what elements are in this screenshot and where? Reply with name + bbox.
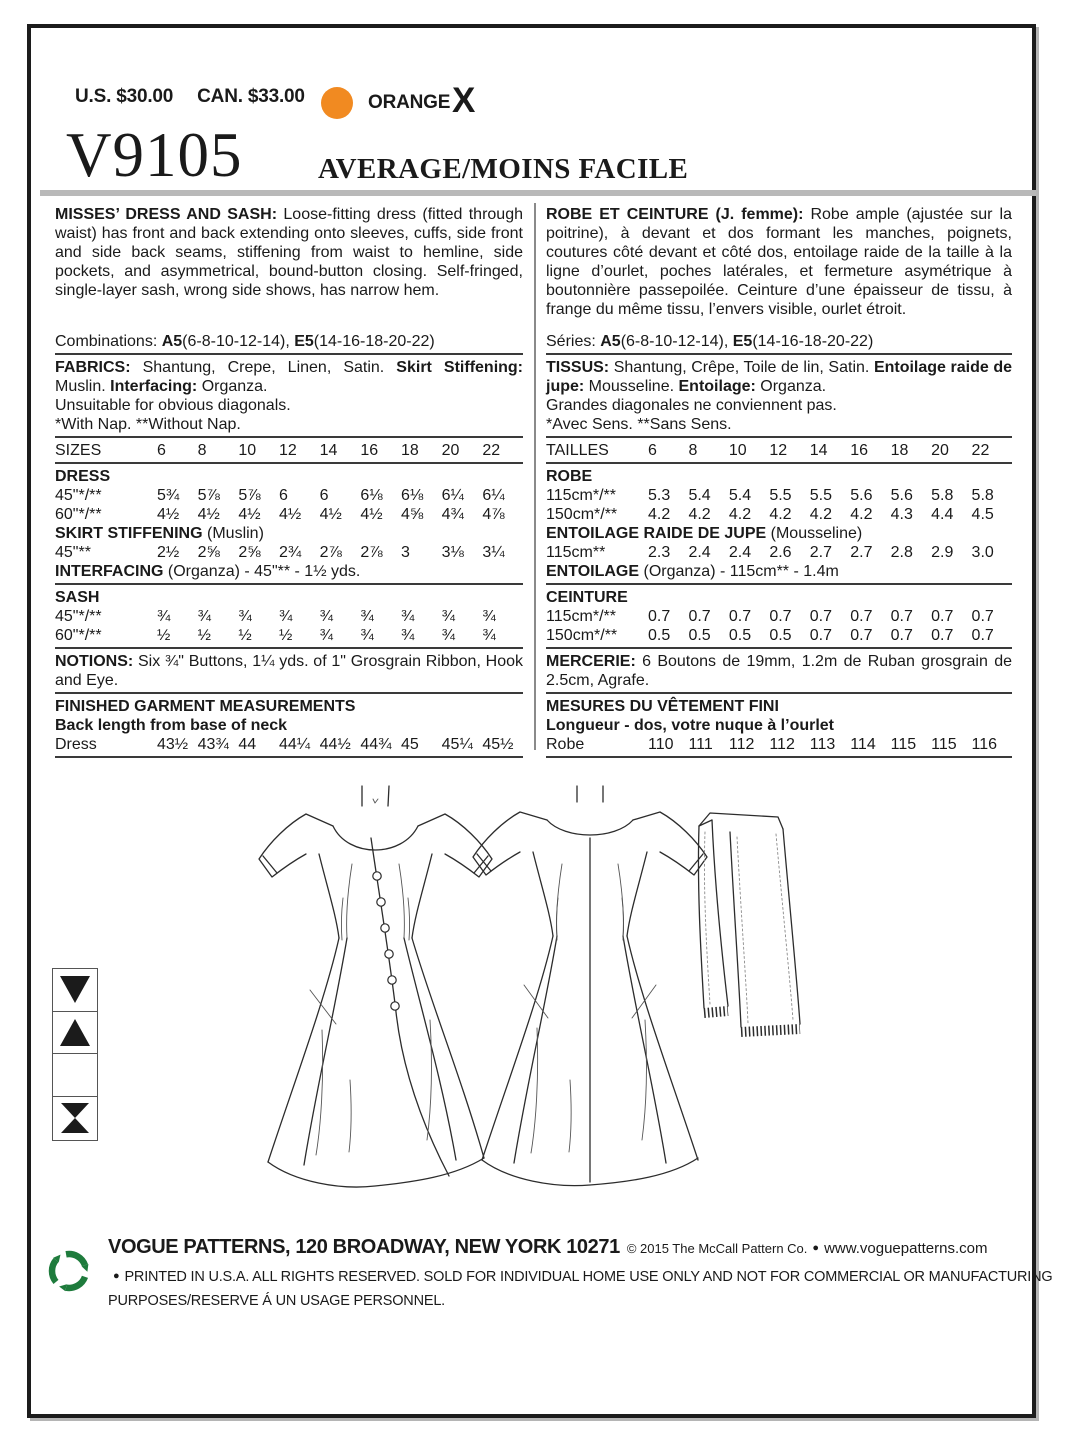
triangle-down-icon xyxy=(53,969,97,1012)
value-cell: 5.5 xyxy=(769,487,792,504)
section-heading: CEINTURE xyxy=(546,589,628,606)
value-cell: 22 xyxy=(482,442,501,459)
value-cell: ¾ xyxy=(401,627,415,644)
value-cell: 3 xyxy=(401,544,410,561)
value-cell: 4.2 xyxy=(809,506,833,523)
value-cell: 10 xyxy=(238,442,257,459)
header-divider-bar xyxy=(40,190,1036,196)
info-paragraph: MERCERIE: 6 Boutons de 19mm, 1.2m de Ruban grosgrain de 2.5cm, Agrafe. xyxy=(546,653,1012,689)
value-cell: 4.2 xyxy=(688,506,711,523)
value-cell: ½ xyxy=(279,627,293,644)
section-heading: SKIRT STIFFENING (Muslin) xyxy=(55,525,264,542)
value-cell: 0.5 xyxy=(648,627,671,644)
section-heading: ENTOILAGE (Organza) - 115cm** - 1.4m xyxy=(546,563,839,580)
value-cell: 4.5 xyxy=(971,506,994,523)
value-cell: 0.7 xyxy=(971,608,994,625)
series-line: Séries: A5(6-8-10-12-14), E5(14-16-18-20-22) xyxy=(546,333,874,350)
value-cell: 16 xyxy=(360,442,379,459)
divider-rule xyxy=(55,462,523,464)
value-cell: 113 xyxy=(809,736,836,753)
value-cell: 44 xyxy=(238,736,257,753)
value-cell: 4½ xyxy=(157,506,180,523)
garment-description-en: MISSES’ DRESS AND SASH: Loose-fitting dress (fitted through waist) has front and back extending onto sleeves, cuffs, side front and side back seams, stiffening from waist to hemline, side pockets, and asymmetrical, bound-button closing. Self-fringed, single-layer sash, wrong side shows, has narrow hem. xyxy=(55,206,524,299)
size-header-row xyxy=(546,441,1012,460)
value-cell: ¾ xyxy=(482,627,496,644)
value-cell: 14 xyxy=(809,442,828,459)
value-cell: 4½ xyxy=(319,506,342,523)
yardage-row xyxy=(546,486,1012,505)
value-cell: 4.2 xyxy=(850,506,873,523)
rights-line-2: PURPOSES/RESERVE Á UN USAGE PERSONNEL. xyxy=(108,1293,446,1309)
value-cell: 4½ xyxy=(197,506,220,523)
value-cell: 0.7 xyxy=(850,608,873,625)
recycle-icon xyxy=(42,1244,96,1298)
note-line: Grandes diagonales ne conviennent pas. xyxy=(546,397,837,414)
value-cell: ¾ xyxy=(360,608,374,625)
value-cell: ¾ xyxy=(360,627,374,644)
value-cell: 0.7 xyxy=(890,608,913,625)
value-cell: 18 xyxy=(890,442,909,459)
value-cell: 4½ xyxy=(279,506,302,523)
value-cell: 5⅞ xyxy=(197,487,220,504)
value-cell: 4.2 xyxy=(769,506,792,523)
row-label: 45"** xyxy=(55,544,91,561)
french-intro xyxy=(546,205,1012,351)
row-label: 150cm*/** xyxy=(546,506,618,523)
value-cell: 0.7 xyxy=(890,627,913,644)
value-cell: 112 xyxy=(769,736,795,753)
garment-illustrations xyxy=(100,780,820,1230)
value-cell: 2½ xyxy=(157,544,180,561)
value-cell: 8 xyxy=(197,442,207,459)
rights-text: PRINTED IN U.S.A. ALL RIGHTS RESERVED. SOLD FOR INDIVIDUAL HOME USE ONLY AND NOT FOR COMMERCIAL OR MANUFACTURING xyxy=(124,1269,1053,1285)
yardage-table-en xyxy=(55,353,523,758)
value-cell: ¾ xyxy=(279,608,293,625)
triangle-up-icon xyxy=(53,1012,97,1055)
section-heading: SASH xyxy=(55,589,100,606)
row-label: 150cm*/** xyxy=(546,627,618,644)
value-cell: 5.5 xyxy=(809,487,833,504)
value-cell: 4½ xyxy=(360,506,383,523)
value-cell: 6 xyxy=(279,487,288,504)
info-paragraph: NOTIONS: Six ¾" Buttons, 1¼ yds. of 1" Grosgrain Ribbon, Hook and Eye. xyxy=(55,653,524,689)
value-cell: 5.4 xyxy=(688,487,711,504)
value-cell: 0.7 xyxy=(648,608,671,625)
cut-code-letter: X xyxy=(452,81,475,120)
blank-cell xyxy=(53,1054,97,1097)
section-heading: Back length from base of neck xyxy=(55,717,288,734)
value-cell: 2⅝ xyxy=(238,544,261,561)
value-cell: 2⅞ xyxy=(319,544,342,561)
divider-rule xyxy=(55,353,523,355)
publisher-line xyxy=(108,1236,1034,1259)
value-cell: 0.5 xyxy=(688,627,711,644)
value-cell: 2⅝ xyxy=(197,544,220,561)
value-cell: 4.2 xyxy=(648,506,671,523)
value-cell: 5.4 xyxy=(728,487,752,504)
value-cell: 114 xyxy=(850,736,876,753)
value-cell: ¾ xyxy=(319,627,333,644)
yardage-row xyxy=(55,543,523,562)
value-cell: 6⅛ xyxy=(401,487,424,504)
value-cell: 5¾ xyxy=(157,487,180,504)
divider-rule xyxy=(546,583,1012,585)
value-cell: 2.4 xyxy=(688,544,711,561)
value-cell: 0.5 xyxy=(769,627,792,644)
value-cell: 110 xyxy=(648,736,674,753)
info-paragraph: TISSUS: Shantung, Crêpe, Toile de lin, Satin. Entoilage raide de jupe: Mousseline. Entoilage: Organza. xyxy=(546,359,1013,395)
value-cell: 5.6 xyxy=(890,487,913,504)
value-cell: 45 xyxy=(401,736,419,753)
yardage-row xyxy=(546,505,1012,524)
value-cell: ¾ xyxy=(319,608,333,625)
value-cell: 0.7 xyxy=(809,608,833,625)
value-cell: 0.7 xyxy=(809,627,833,644)
divider-rule xyxy=(546,462,1012,464)
value-cell: 115 xyxy=(931,736,957,753)
value-cell: 18 xyxy=(401,442,419,459)
value-cell: 5.3 xyxy=(648,487,671,504)
value-cell: 4¾ xyxy=(441,506,464,523)
divider-rule xyxy=(546,692,1012,694)
bullet-icon: ● xyxy=(113,1270,120,1282)
value-cell: 12 xyxy=(279,442,297,459)
value-cell: 0.7 xyxy=(971,627,994,644)
section-heading: ROBE xyxy=(546,468,593,485)
value-cell: 5⅞ xyxy=(238,487,261,504)
value-cell: ¾ xyxy=(197,608,211,625)
divider-rule xyxy=(546,756,1012,758)
copyright-text: © 2015 The McCall Pattern Co. xyxy=(626,1241,808,1256)
value-cell: ¾ xyxy=(482,608,496,625)
value-cell: 10 xyxy=(728,442,747,459)
value-cell: 0.7 xyxy=(728,608,752,625)
value-cell: 2¾ xyxy=(279,544,302,561)
value-cell: 2.7 xyxy=(809,544,833,561)
yardage-row xyxy=(546,735,1012,754)
english-intro xyxy=(55,205,523,351)
section-heading: ENTOILAGE RAIDE DE JUPE (Mousseline) xyxy=(546,525,863,542)
yardage-row xyxy=(546,543,1012,562)
yardage-row xyxy=(55,626,523,645)
price-line xyxy=(75,86,305,108)
yardage-row xyxy=(546,607,1012,626)
value-cell: 6¼ xyxy=(482,487,505,504)
value-cell: 0.7 xyxy=(688,608,711,625)
value-cell: 2.4 xyxy=(728,544,752,561)
row-label: TAILLES xyxy=(546,442,609,459)
section-heading: FINISHED GARMENT MEASUREMENTS xyxy=(55,698,356,715)
us-price: U.S. $30.00 xyxy=(75,86,174,107)
value-cell: 44¾ xyxy=(360,736,392,753)
value-cell: ½ xyxy=(238,627,252,644)
value-cell: ¾ xyxy=(441,608,455,625)
value-cell: 5.6 xyxy=(850,487,873,504)
value-cell: 44½ xyxy=(319,736,351,753)
value-cell: 111 xyxy=(688,736,713,753)
row-label: 115cm*/** xyxy=(546,608,616,625)
value-cell: 2.3 xyxy=(648,544,671,561)
value-cell: ¾ xyxy=(157,608,171,625)
row-label: 115cm*/** xyxy=(546,487,616,504)
size-header-row xyxy=(55,441,523,460)
yardage-row xyxy=(55,735,523,754)
divider-rule xyxy=(546,647,1012,649)
value-cell: 115 xyxy=(890,736,917,753)
divider-rule xyxy=(546,353,1012,355)
divider-rule xyxy=(55,436,523,438)
note-line: *Avec Sens. **Sans Sens. xyxy=(546,416,732,433)
note-line: *With Nap. **Without Nap. xyxy=(55,416,241,433)
value-cell: 6 xyxy=(319,487,329,504)
value-cell: 6⅛ xyxy=(360,487,383,504)
note-line: Unsuitable for obvious diagonals. xyxy=(55,397,291,414)
divider-rule xyxy=(546,436,1012,438)
divider-rule xyxy=(55,647,523,649)
row-label: Dress xyxy=(55,736,97,753)
yardage-row xyxy=(55,607,523,626)
yardage-row xyxy=(55,505,523,524)
combinations-line: Combinations: A5(6-8-10-12-14), E5(14-16-18-20-22) xyxy=(55,333,435,350)
value-cell: 2.7 xyxy=(850,544,873,561)
value-cell: 20 xyxy=(931,442,949,459)
value-cell: 45¼ xyxy=(441,736,473,753)
value-cell: 4⅞ xyxy=(482,506,505,523)
value-cell: 3¼ xyxy=(482,544,505,561)
can-price: CAN. $33.00 xyxy=(197,86,305,107)
value-cell: 4.2 xyxy=(728,506,752,523)
divider-rule xyxy=(55,583,523,585)
sash-illustration xyxy=(698,813,800,1032)
value-cell: 4.3 xyxy=(890,506,913,523)
dress-front-illustration xyxy=(259,786,492,1187)
footer xyxy=(42,1236,1053,1309)
orange-dot-icon xyxy=(321,87,353,119)
row-label: 60"*/** xyxy=(55,627,102,644)
value-cell: 14 xyxy=(319,442,338,459)
row-label: 60"*/** xyxy=(55,506,102,523)
rights-line xyxy=(108,1269,1053,1285)
value-cell: 4⅝ xyxy=(401,506,424,523)
bullet-icon: ● xyxy=(812,1242,820,1254)
row-label: 115cm** xyxy=(546,544,606,561)
color-name-label: ORANGE xyxy=(368,92,451,113)
value-cell: ¾ xyxy=(401,608,415,625)
value-cell: ¾ xyxy=(238,608,252,625)
row-label: SIZES xyxy=(55,442,102,459)
value-cell: 16 xyxy=(850,442,869,459)
value-cell: 116 xyxy=(971,736,998,753)
value-cell: 20 xyxy=(441,442,460,459)
value-cell: 12 xyxy=(769,442,788,459)
value-cell: 0.7 xyxy=(850,627,873,644)
row-label: 45"*/** xyxy=(55,487,102,504)
hourglass-icon xyxy=(53,1097,97,1139)
value-cell: 4½ xyxy=(238,506,261,523)
value-cell: 2.8 xyxy=(890,544,913,561)
value-cell: ½ xyxy=(197,627,211,644)
yardage-table-fr xyxy=(546,353,1012,758)
value-cell: 0.7 xyxy=(931,608,954,625)
value-cell: 4.4 xyxy=(931,506,954,523)
section-heading: DRESS xyxy=(55,468,111,485)
row-label: 45"*/** xyxy=(55,608,102,625)
pattern-number: V9105 xyxy=(66,120,243,190)
value-cell: 0.7 xyxy=(931,627,954,644)
divider-rule xyxy=(55,756,523,758)
nap-symbol-strip xyxy=(52,968,98,1141)
section-heading: MESURES DU VÊTEMENT FINI xyxy=(546,698,779,715)
value-cell: 0.7 xyxy=(769,608,792,625)
value-cell: 43¾ xyxy=(197,736,229,753)
section-heading: Longueur - dos, votre nuque à l’ourlet xyxy=(546,717,835,734)
french-column xyxy=(546,205,1012,761)
value-cell: 0.5 xyxy=(728,627,752,644)
column-divider xyxy=(534,203,536,750)
garment-description-fr: ROBE ET CEINTURE (J. femme): Robe ample (ajustée sur la poitrine), à devant et dos formant les manches, poignets, coutures côté devant et côté dos, entoilage raide de la taille à la ligne d’ourlet, poches latérales, et fermeture asymétrique à boutonnière passepoilée. Ceinture d’une épaisseur de tissu, à frange du même tissu, l’envers visible, ourlet étroit. xyxy=(546,206,1012,318)
publisher-address: VOGUE PATTERNS, 120 BROADWAY, NEW YORK 10271 xyxy=(108,1236,620,1258)
value-cell: 5.8 xyxy=(931,487,954,504)
value-cell: 22 xyxy=(971,442,990,459)
section-heading: INTERFACING (Organza) - 45"** - 1½ yds. xyxy=(55,563,361,580)
value-cell: 2⅞ xyxy=(360,544,383,561)
yardage-row xyxy=(546,626,1012,645)
yardage-row xyxy=(55,486,523,505)
value-cell: 2.6 xyxy=(769,544,792,561)
value-cell: 44¼ xyxy=(279,736,311,753)
value-cell: 6¼ xyxy=(441,487,464,504)
info-paragraph: FABRICS: Shantung, Crepe, Linen, Satin. Skirt Stiffening: Muslin. Interfacing: Organza. xyxy=(55,359,524,395)
website-url: www.voguepatterns.com xyxy=(824,1240,988,1257)
value-cell: 3.0 xyxy=(971,544,994,561)
row-label: Robe xyxy=(546,736,585,753)
dress-back-illustration xyxy=(473,786,707,1186)
value-cell: 43½ xyxy=(157,736,189,753)
difficulty-label: AVERAGE/MOINS FACILE xyxy=(318,153,689,185)
value-cell: 2.9 xyxy=(931,544,954,561)
value-cell: ½ xyxy=(157,627,171,644)
divider-rule xyxy=(55,692,523,694)
value-cell: 112 xyxy=(728,736,755,753)
value-cell: 8 xyxy=(688,442,698,459)
value-cell: 45½ xyxy=(482,736,514,753)
value-cell: 5.8 xyxy=(971,487,994,504)
value-cell: 6 xyxy=(157,442,166,459)
value-cell: ¾ xyxy=(441,627,455,644)
value-cell: 6 xyxy=(648,442,657,459)
english-column xyxy=(55,205,523,761)
value-cell: 3⅛ xyxy=(441,544,464,561)
